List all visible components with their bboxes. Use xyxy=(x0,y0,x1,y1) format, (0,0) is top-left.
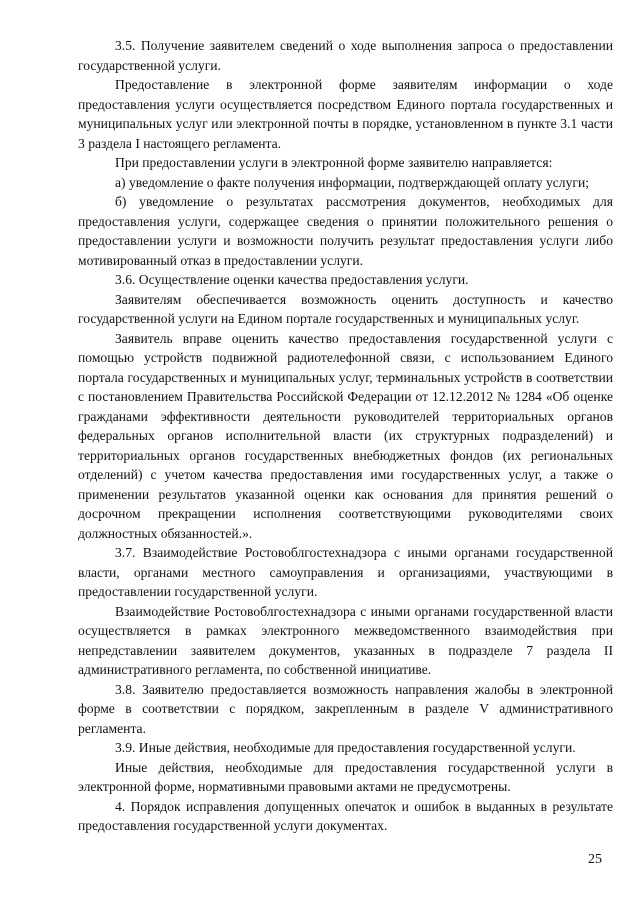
paragraph-item-b: б) уведомление о результатах рассмотрения документов, необходимых для предоставления услуги, содержащее сведения о принятии положительного решения о предоставлении услуги и возможности получить результат предоставления услуги либо мотивированный отказ в предоставлении услуги. xyxy=(78,194,613,268)
paragraph-3-5-heading: 3.5. Получение заявителем сведений о ходе выполнения запроса о предоставлении государственной услуги. xyxy=(78,38,613,73)
paragraph-4-heading: 4. Порядок исправления допущенных опечаток и ошибок в выданных в результате предоставления государственной услуги документах. xyxy=(78,798,613,833)
paragraph-3-7-heading: 3.7. Взаимодействие Ростовоблгостехнадзора с иными органами государственной власти, органами местного самоуправления и организациями, участвующими в предоставлении государственной услуги. xyxy=(78,545,613,599)
paragraph-notifications-intro: При предоставлении услуги в электронной форме заявителю направляется: xyxy=(115,155,553,170)
paragraph-3-6-quality-assessment: Заявителям обеспечивается возможность оценить доступность и качество государственной услуги на Едином портале государственных и муниципальных услуг. xyxy=(78,291,613,326)
paragraph-3-9-heading: 3.9. Иные действия, необходимые для предоставления государственной услуги. xyxy=(115,740,576,755)
paragraph-3-7-interaction: Взаимодействие Ростовоблгостехнадзора с иными органами государственной власти осуществляется в рамках электронного межведомственного взаимодействия при непредставлении заявителем документов, указанных в подразделе 7 раздела II административного регламента, по собственной инициативе. xyxy=(78,603,613,677)
paragraph-3-6-assessment-rights: Заявитель вправе оценить качество предоставления государственной услуги с помощью устройств подвижной радиотелефонной связи, с использованием Единого портала государственных и муниципальных услуг, терминальных устройств в соответствии с постановлением Правительства Российской Федерации от 12.12.2012 № 1284 «Об оценке гражданами эффективности деятельности руководителей территориальных органов федеральных органов исполнительной власти (их структурных подразделений) и территориальных органов государственных внебюджетных фондов (их региональных отделений) с учетом качества предоставления ими государственных услуг, а также о применении результатов указанной оценки как основания для принятия решений о досрочном прекращении исполнения соответствующими руководителями своих должностных обязанностей.». xyxy=(78,330,613,541)
paragraph-3-6-heading: 3.6. Осуществление оценки качества предоставления услуги. xyxy=(115,272,469,287)
paragraph-3-5-info-provision: Предоставление в электронной форме заявителям информации о ходе предоставления услуги осуществляется посредством Единого портала государственных и муниципальных услуг или электронной почты в порядке, установленном в пункте 3.1 части 3 раздела I настоящего регламента. xyxy=(78,77,613,151)
paragraph-3-9-other-actions: Иные действия, необходимые для предоставления государственной услуги в электронной форме, нормативными правовыми актами не предусмотрены. xyxy=(78,759,613,794)
page-number: 25 xyxy=(588,852,602,867)
paragraph-item-a: а) уведомление о факте получения информации, подтверждающей оплату услуги; xyxy=(115,174,590,190)
document-body xyxy=(78,36,613,836)
paragraph-3-8-complaint: 3.8. Заявителю предоставляется возможность направления жалобы в электронной форме в соответствии с порядком, закрепленным в разделе V административного регламента. xyxy=(78,681,613,736)
